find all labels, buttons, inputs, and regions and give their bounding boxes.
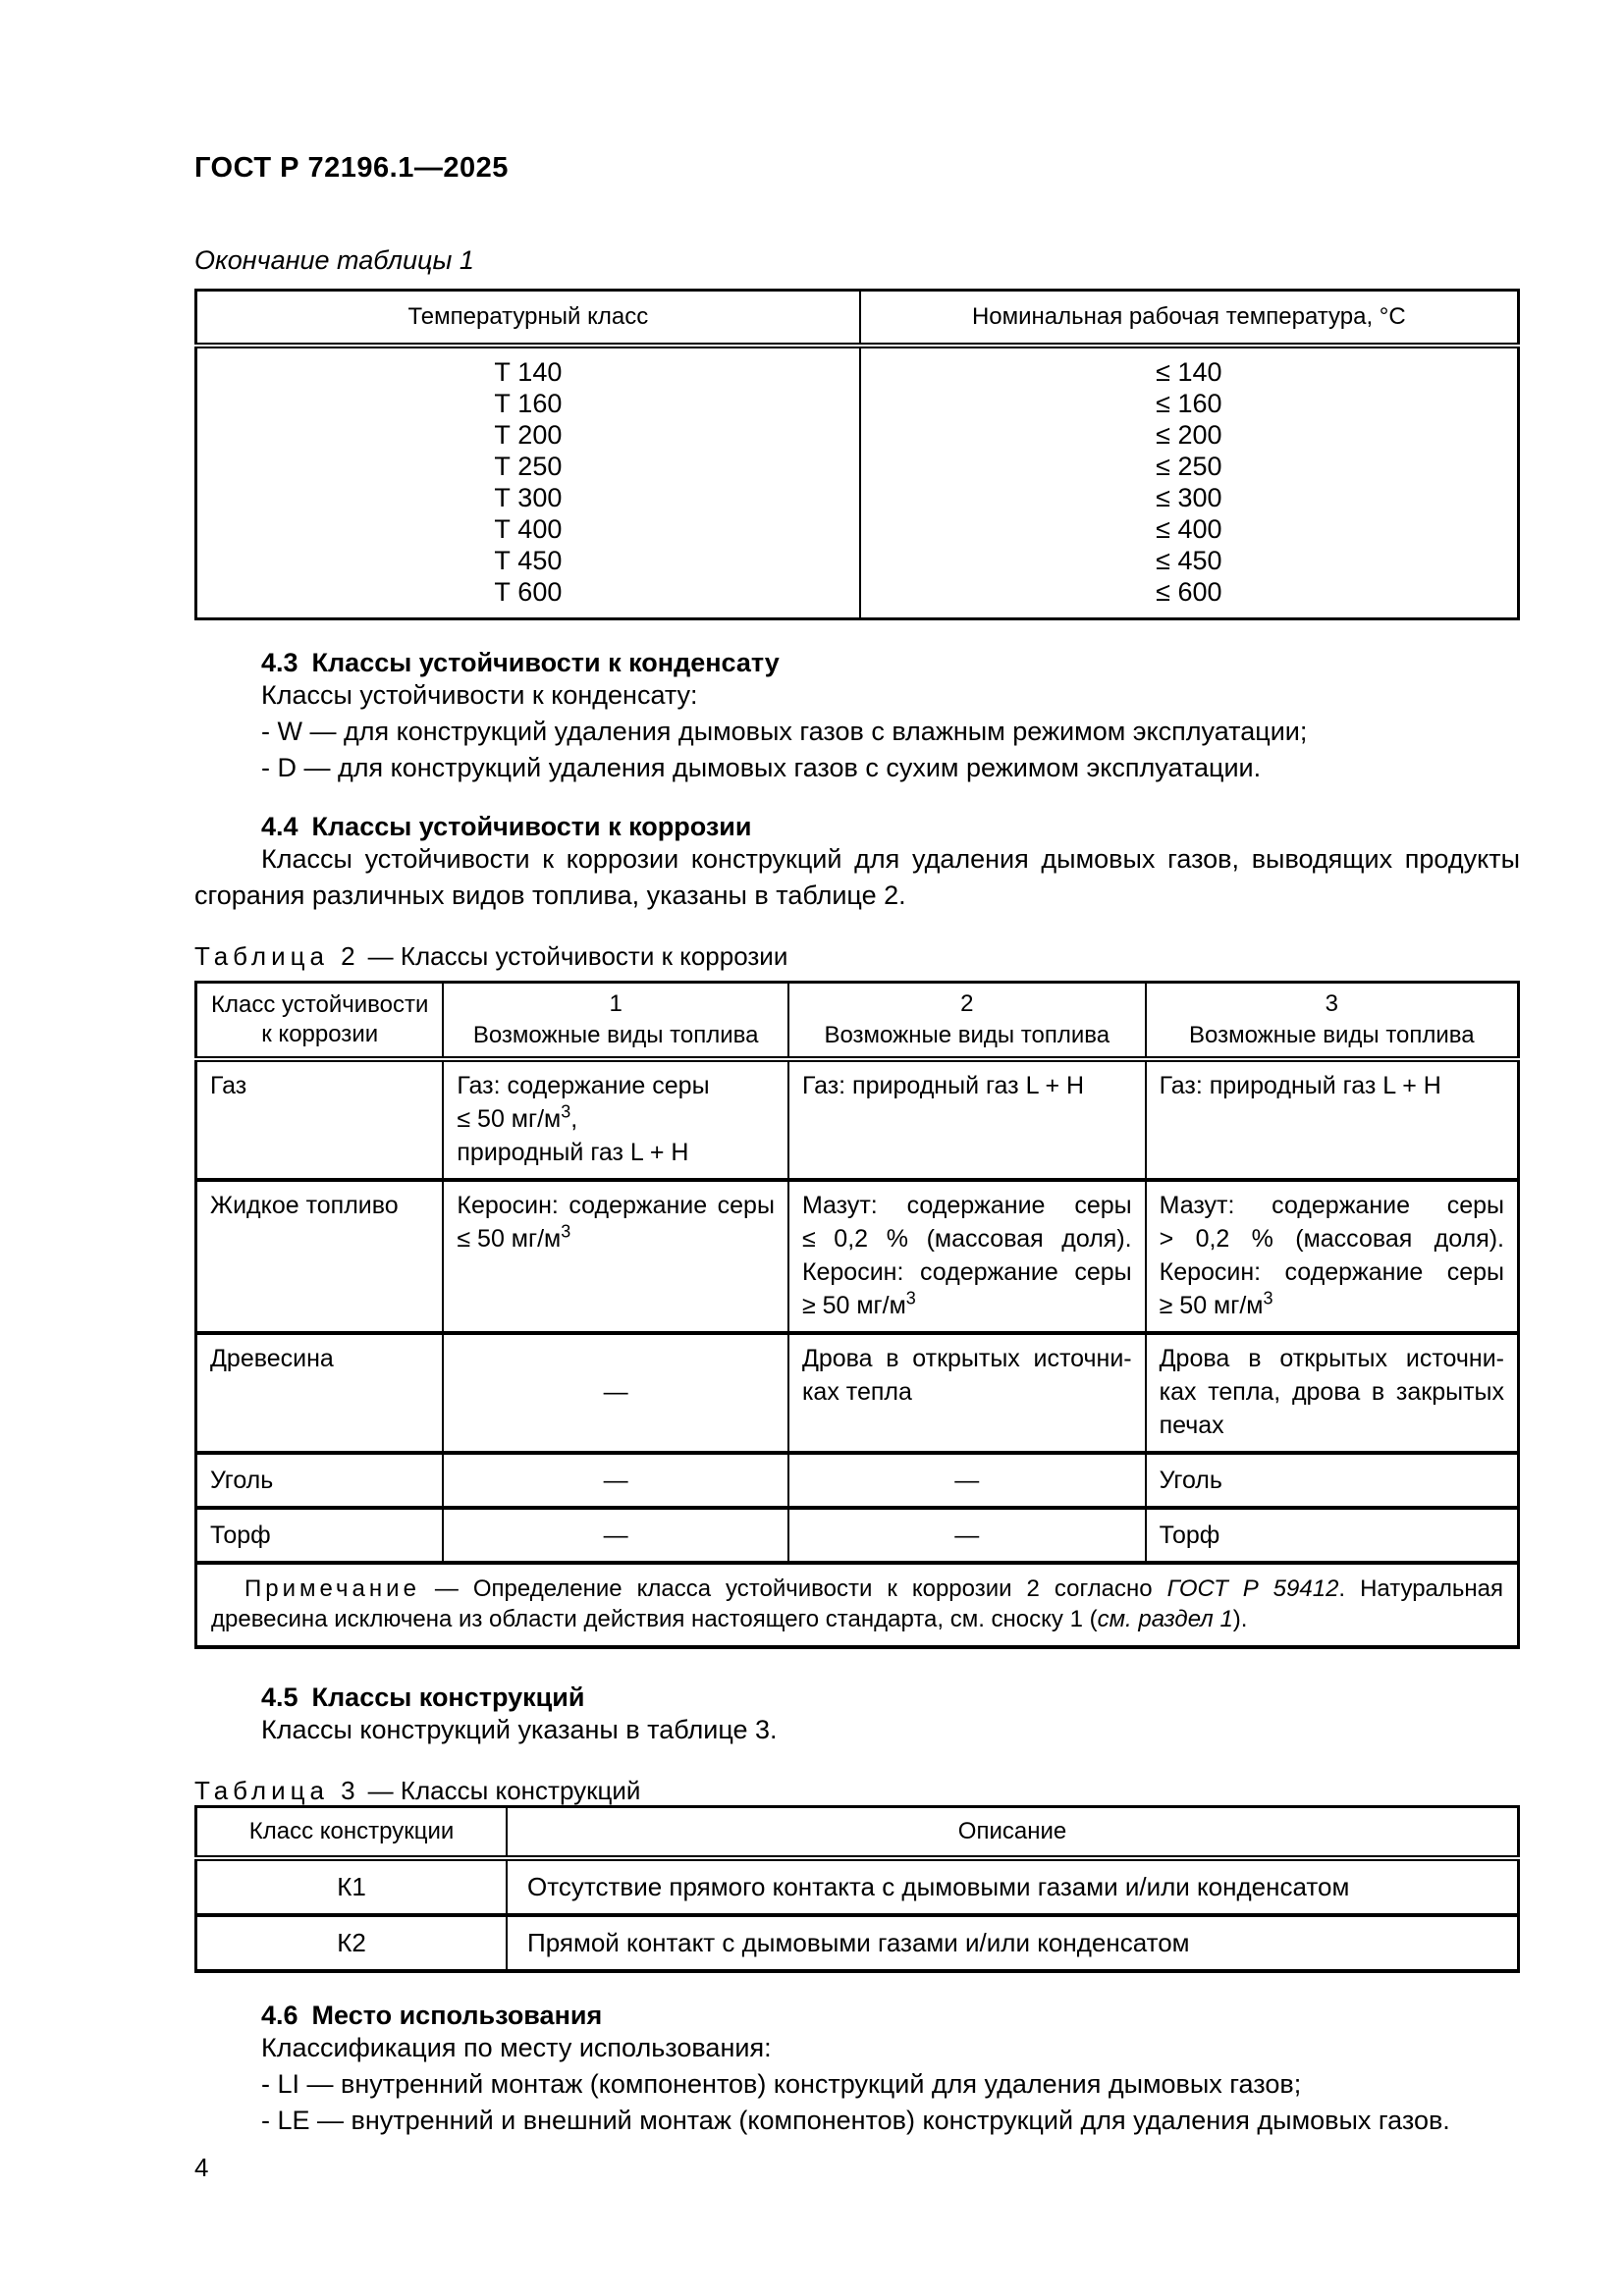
table2-caption-title: — Классы устойчивости к коррозии <box>367 941 788 971</box>
dash-cell: — <box>443 1508 788 1563</box>
table-cell <box>1146 1333 1519 1453</box>
section-number: 4.6 <box>261 2001 298 2030</box>
dash-cell: — <box>788 1508 1146 1563</box>
nominal-temperature-value: ≤ 200 <box>1156 420 1222 450</box>
table-cell <box>443 1059 788 1180</box>
table3-header-row <box>196 1807 1519 1859</box>
nominal-temperature-value: ≤ 300 <box>1156 483 1222 512</box>
paragraph-place-of-use-intro: Классификация по месту использования: <box>261 2033 772 2062</box>
table1-header-row <box>196 291 1519 347</box>
class-subtitle: Возможные виды топлива <box>1189 1022 1475 1048</box>
section-number: 4.5 <box>261 1682 298 1712</box>
paragraph-corrosion: Классы устойчивости к коррозии конструкций для удаления дымовых газов, выводящих продукты сгорания различных видов топлива, указаны в таблице 2. <box>194 844 1520 910</box>
list-item-le: - LE — внутренний и внешний монтаж (компонентов) конструкций для удаления дымовых газов. <box>261 2106 1450 2135</box>
construction-class-cell: К2 <box>196 1915 508 1971</box>
table3-caption-label: Таблица 3 <box>194 1776 360 1805</box>
section-4-3-heading <box>194 648 1520 677</box>
cell-line: ках тепла, дрова в закрытых <box>1159 1378 1504 1406</box>
paragraph-condensate-intro: Классы устойчивости к конденсату: <box>261 680 698 710</box>
nominal-temperature-value: ≤ 450 <box>1156 546 1222 575</box>
fuel-type-cell: Газ <box>196 1059 444 1180</box>
table2-row-peat <box>196 1508 1519 1563</box>
table2-note-text <box>211 1574 1503 1634</box>
dash-cell: — <box>443 1333 788 1453</box>
table2-note-row <box>196 1563 1519 1647</box>
temperature-class-value: Т 600 <box>494 577 563 607</box>
table-cell <box>788 1333 1146 1453</box>
header-line: Класс устойчивости <box>211 991 429 1018</box>
page-content <box>194 0 1520 2182</box>
table1-header-nominal-temperature: Номинальная рабочая температура, °С <box>860 291 1519 347</box>
table-cell <box>1146 1180 1519 1333</box>
section-title: Место использования <box>311 2001 603 2030</box>
cell-line: Дрова в открытых источни- <box>801 1345 1132 1372</box>
cell-line: Мазут: содержание серы <box>1159 1192 1504 1219</box>
cell-line: > 0,2 % (массовая доля). <box>1159 1225 1504 1253</box>
table2-header-class2 <box>788 983 1146 1060</box>
section-number: 4.3 <box>261 648 298 677</box>
table3-row-k1 <box>196 1858 1519 1915</box>
fuel-type-cell: Жидкое топливо <box>196 1180 444 1333</box>
section-number: 4.4 <box>261 812 298 841</box>
table3-header-description: Описание <box>507 1807 1518 1859</box>
construction-class-cell: К1 <box>196 1858 508 1915</box>
table2-row-gas <box>196 1059 1519 1180</box>
table2-caption-label: Таблица 2 <box>194 941 360 971</box>
cell-line: ≥ 50 $мг/м^3$ <box>801 1288 916 1319</box>
table-cell: Газ: природный газ L + H <box>788 1059 1146 1180</box>
table-cell: Уголь <box>1146 1453 1519 1508</box>
fuel-type-cell: Уголь <box>196 1453 444 1508</box>
nominal-temperature-value: ≤ 400 <box>1156 514 1222 544</box>
table3-construction-classes <box>194 1805 1520 1973</box>
section-4-4-heading <box>194 812 1520 841</box>
header-line: к коррозии <box>261 1021 379 1047</box>
document-number: ГОСТ Р 72196.1—2025 <box>194 152 509 184</box>
note-body: — Определение класса устойчивости к коррозии 2 согласно ГОСТ Р 59412. Натуральная древесина исключена из области действия настоящего стандарта, см. сноску 1 (см. раздел 1). <box>211 1575 1504 1632</box>
temperature-class-value: Т 450 <box>494 546 563 575</box>
cell-line: ≤ 0,2 % (массовая доля). <box>801 1225 1132 1253</box>
class-subtitle: Возможные виды топлива <box>472 1022 759 1048</box>
nominal-temperature-value: ≤ 160 <box>1156 389 1222 418</box>
class-number: 3 <box>1325 990 1338 1017</box>
table2-row-liquid-fuel <box>196 1180 1519 1333</box>
table3-header-class: Класс конструкции <box>196 1807 508 1859</box>
description-cell: Прямой контакт с дымовыми газами и/или конденсатом <box>507 1915 1518 1971</box>
table2-corrosion-classes <box>194 981 1520 1649</box>
cell-line: природный газ L + H <box>457 1139 689 1166</box>
table2-header-row <box>196 983 1519 1060</box>
cell-line: Газ: содержание серы <box>457 1072 710 1099</box>
dash-cell: — <box>788 1453 1146 1508</box>
cell-line: ≤ 50 $мг/м^3$ <box>457 1221 571 1253</box>
cell-line: ≤ 50 $мг/м^3$, <box>457 1101 578 1133</box>
list-item-li: - LI — внутренний монтаж (компонентов) конструкций для удаления дымовых газов; <box>261 2069 1302 2099</box>
temperature-class-value: Т 250 <box>494 452 563 481</box>
table-cell: Газ: природный газ L + H <box>1146 1059 1519 1180</box>
table3-caption <box>194 1776 1520 1805</box>
nominal-temperature-value: ≤ 140 <box>1156 357 1222 387</box>
table2-header-class1 <box>443 983 788 1060</box>
description-cell: Отсутствие прямого контакта с дымовыми газами и/или конденсатом <box>507 1858 1518 1915</box>
fuel-type-cell: Древесина <box>196 1333 444 1453</box>
table2-caption <box>194 941 1520 971</box>
table1-temps-cell <box>860 346 1519 619</box>
section-4-5-heading <box>194 1682 1520 1712</box>
table2-row-wood <box>196 1333 1519 1453</box>
temperature-class-value: Т 140 <box>494 357 563 387</box>
dash-cell: — <box>443 1453 788 1508</box>
temperature-class-value: Т 160 <box>494 389 563 418</box>
table-cell <box>443 1180 788 1333</box>
nominal-temperature-value: ≤ 600 <box>1156 577 1222 607</box>
table1-classes-cell <box>196 346 860 619</box>
table2-note-cell <box>196 1563 1519 1647</box>
section-title: Классы конструкций <box>311 1682 585 1712</box>
cell-line: ках тепла <box>801 1378 912 1406</box>
cell-line: Керосин: содержание серы <box>801 1258 1132 1286</box>
cell-line: Мазут: содержание серы <box>801 1192 1132 1219</box>
class-number: 1 <box>609 990 623 1017</box>
cell-line: Керосин: содержание серы <box>1159 1258 1504 1286</box>
table3-caption-title: — Классы конструкций <box>367 1776 641 1805</box>
table-cell: Торф <box>1146 1508 1519 1563</box>
note-label: Примечание <box>244 1575 420 1602</box>
section-title: Классы устойчивости к коррозии <box>311 812 752 841</box>
section-title: Классы устойчивости к конденсату <box>311 648 780 677</box>
table1-header-temperature-class: Температурный класс <box>196 291 860 347</box>
cell-line: ≥ 50 $мг/м^3$ <box>1159 1288 1273 1319</box>
list-item-class-w: - W — для конструкций удаления дымовых газов с влажным режимом эксплуатации; <box>261 717 1308 746</box>
fuel-type-cell: Торф <box>196 1508 444 1563</box>
nominal-temperature-value: ≤ 250 <box>1156 452 1222 481</box>
class-number: 2 <box>960 990 974 1017</box>
temperature-class-value: Т 300 <box>494 483 563 512</box>
cell-line: Керосин: содержание серы <box>457 1192 775 1219</box>
class-subtitle: Возможные виды топлива <box>824 1022 1110 1048</box>
table3-row-k2 <box>196 1915 1519 1971</box>
table2-header-class <box>196 983 444 1060</box>
cell-line: печах <box>1159 1412 1224 1439</box>
paragraph-construction-classes: Классы конструкций указаны в таблице 3. <box>261 1715 778 1744</box>
page-number: 4 <box>194 2153 209 2182</box>
table1-body-row <box>196 346 1519 619</box>
table2-row-coal <box>196 1453 1519 1508</box>
temperature-class-value: Т 200 <box>494 420 563 450</box>
cell-line: Дрова в открытых источни- <box>1159 1345 1504 1372</box>
table1-temperature-classes <box>194 289 1520 620</box>
temperature-class-value: Т 400 <box>494 514 563 544</box>
table1-continuation-label: Окончание таблицы 1 <box>194 245 474 275</box>
table-cell <box>788 1180 1146 1333</box>
list-item-class-d: - D — для конструкций удаления дымовых газов с сухим режимом эксплуатации. <box>261 753 1262 782</box>
section-4-6-heading <box>194 2001 1520 2030</box>
table2-header-class3 <box>1146 983 1519 1060</box>
